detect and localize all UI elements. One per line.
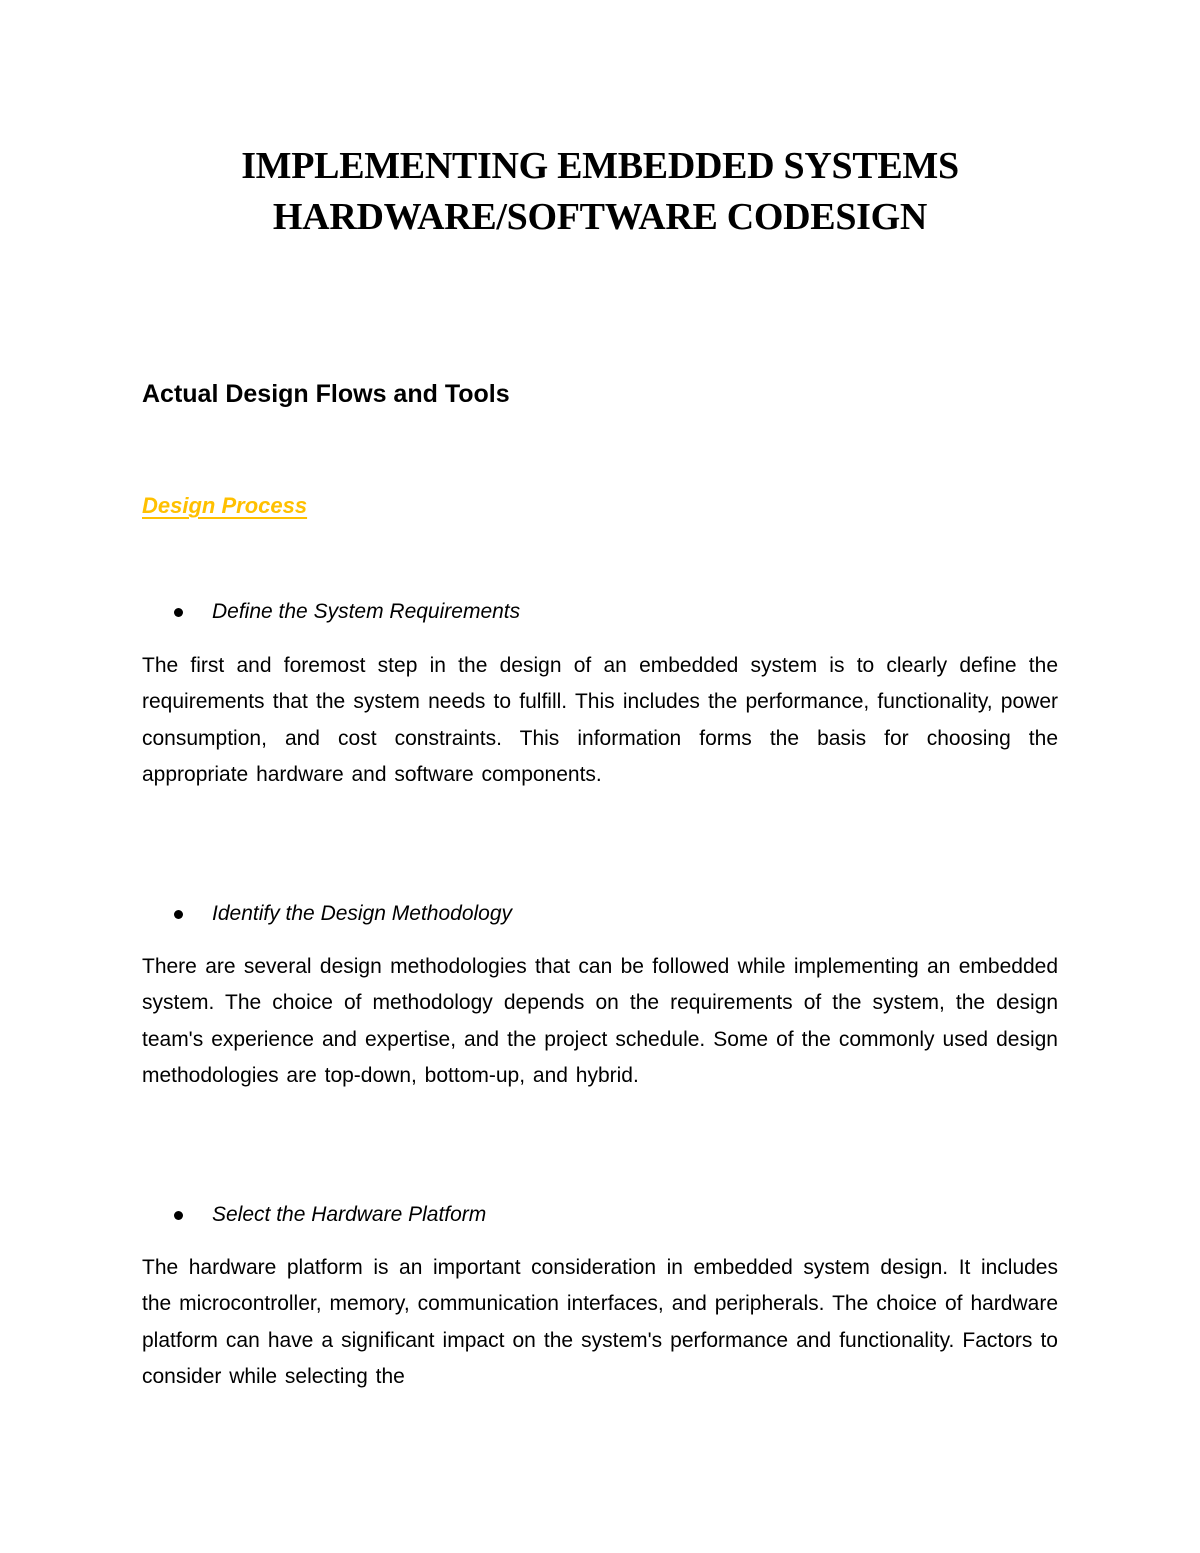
document-title-line-2: HARDWARE/SOFTWARE CODESIGN bbox=[272, 196, 928, 238]
document-title-line-1: IMPLEMENTING EMBEDDED SYSTEMS bbox=[241, 145, 959, 187]
subheading: Design Process bbox=[142, 493, 308, 518]
bullet-label: Select the Hardware Platform bbox=[212, 1203, 487, 1226]
paragraph: The first and foremost step in the design of an embedded system is to clearly define the requirements that the system needs to fulfill. This includes the performance, functionality, power consumption, and cost constraints. This information forms the basis for choosing the appropriate hardware and software components. bbox=[142, 654, 1058, 786]
bullet-label: Identify the Design Methodology bbox=[212, 902, 513, 925]
bullet-label: Define the System Requirements bbox=[212, 600, 521, 623]
bullet-dot-icon bbox=[174, 608, 183, 617]
bullet-dot-icon bbox=[174, 1211, 183, 1220]
paragraph: There are several design methodologies that can be followed while implementing an embedded system. The choice of methodology depends on the requirements of the system, the design team's experience and expertise, and the project schedule. Some of the commonly used design methodologies are top-down, bottom-up, and hybrid. bbox=[142, 955, 1058, 1087]
section-heading: Actual Design Flows and Tools bbox=[142, 380, 510, 408]
paragraph: The hardware platform is an important consideration in embedded system design. It includes the microcontroller, memory, communication interfaces, and peripherals. The choice of hardware platform can have a significant impact on the system's performance and functionality. Factors to consider while selecting the bbox=[142, 1256, 1058, 1388]
bullet-dot-icon bbox=[174, 910, 183, 919]
